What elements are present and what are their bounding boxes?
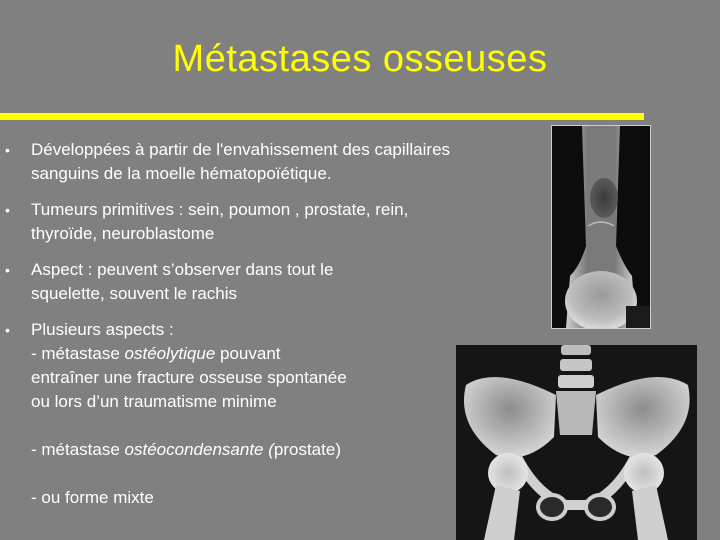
bullet-item bbox=[0, 258, 560, 306]
bullet-dot-icon: • bbox=[5, 262, 10, 278]
pelvis-xray-drawing bbox=[456, 345, 697, 540]
sub-text: - métastase bbox=[31, 440, 125, 459]
bullet-line: Développées à partir de l'envahissement des capillaires bbox=[31, 140, 451, 159]
slide-title: Métastases osseuses bbox=[172, 38, 548, 80]
sub-text: prostate) bbox=[273, 440, 341, 459]
sub-item-mixed: - ou forme mixte bbox=[31, 488, 154, 507]
femur-xray-image bbox=[551, 125, 651, 329]
bullet-heading: Plusieurs aspects : bbox=[31, 320, 174, 339]
bullet-item bbox=[0, 138, 560, 186]
sub-text: - métastase bbox=[31, 344, 125, 363]
bullet-line: Aspect : peuvent s’observer dans tout le bbox=[31, 260, 334, 279]
emphasis-text: ostéocondensante ( bbox=[124, 440, 274, 459]
bullet-line: squelette, souvent le rachis bbox=[31, 284, 238, 303]
bullet-dot-icon: • bbox=[5, 202, 10, 218]
sub-text: pouvant bbox=[215, 344, 281, 363]
bullet-dot-icon: • bbox=[5, 142, 10, 158]
title-underline bbox=[0, 113, 644, 120]
bullet-item bbox=[0, 198, 560, 246]
sub-line: ou lors d’un traumatisme minime bbox=[31, 392, 277, 411]
femur-xray-drawing bbox=[552, 126, 650, 328]
bullet-dot-icon: • bbox=[5, 322, 10, 338]
bullet-line: thyroïde, neuroblastome bbox=[31, 224, 215, 243]
sub-line: entraîner une fracture osseuse spontanée bbox=[31, 368, 347, 387]
bullet-line: sanguins de la moelle hématopoïétique. bbox=[31, 164, 332, 183]
pelvis-xray-image bbox=[456, 345, 697, 540]
emphasis-text: ostéolytique bbox=[124, 344, 216, 363]
bullet-line: Tumeurs primitives : sein, poumon , prostate, rein, bbox=[31, 200, 409, 219]
